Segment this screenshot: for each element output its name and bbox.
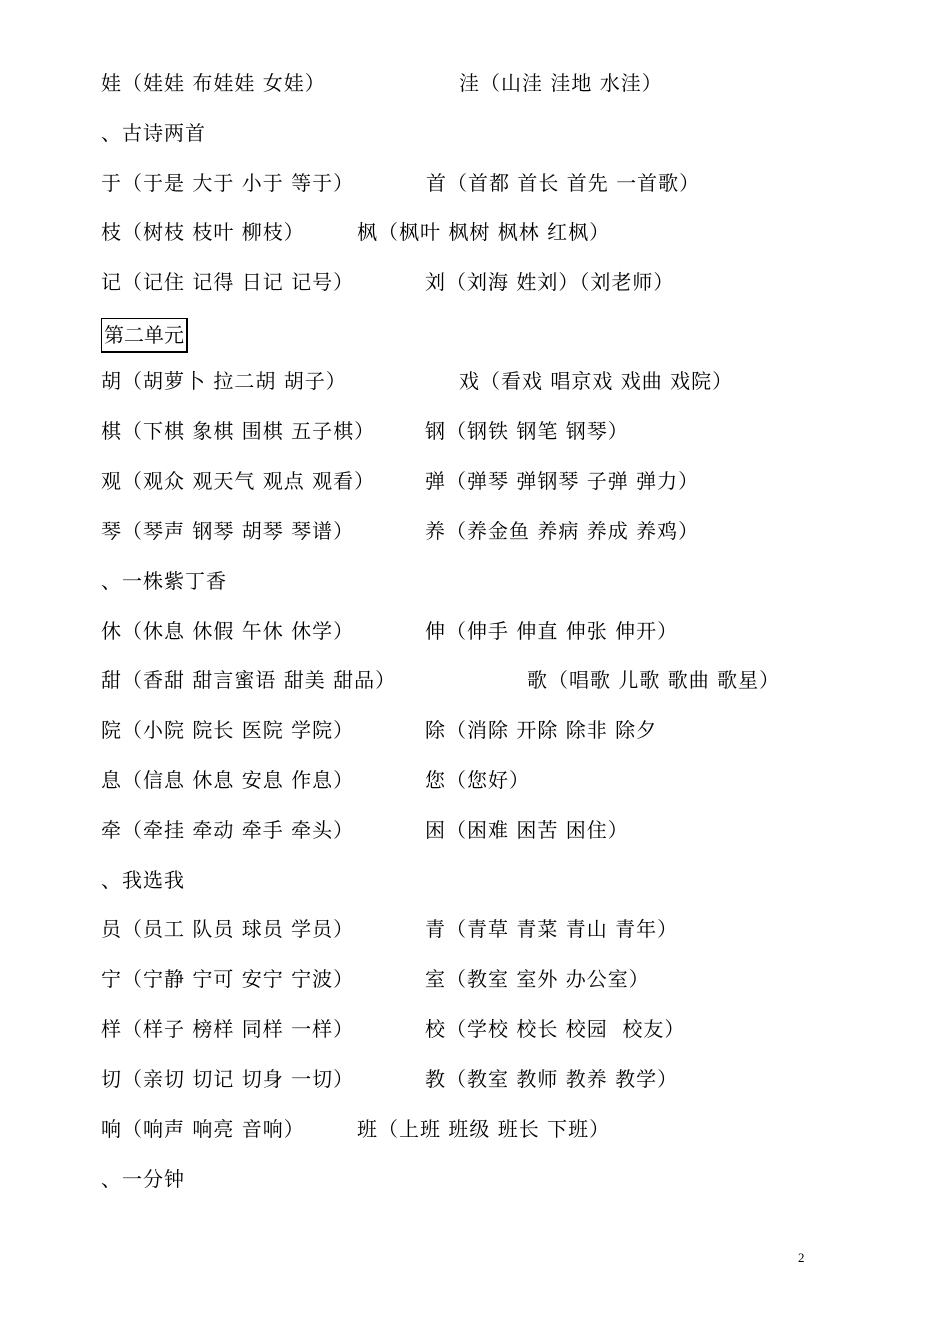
word-list-line bbox=[101, 964, 650, 994]
word-entry-right: 伸（伸手 伸直 伸张 伸开） bbox=[425, 619, 679, 643]
word-entry-right: 青（青草 青菜 青山 青年） bbox=[425, 917, 679, 941]
word-list-line bbox=[101, 466, 700, 496]
word-entry-left: 息（信息 休息 安息 作息） bbox=[101, 768, 355, 792]
word-list-line bbox=[101, 68, 663, 98]
word-entry-right: 室（教室 室外 办公室） bbox=[425, 967, 650, 991]
word-list-line bbox=[101, 914, 679, 944]
word-entry-right: 洼（山洼 洼地 水洼） bbox=[459, 71, 663, 95]
lesson-heading: 、古诗两首 bbox=[101, 121, 206, 145]
lesson-heading: 、我选我 bbox=[101, 868, 185, 892]
word-list-line bbox=[101, 416, 629, 446]
word-entry-left: 于（于是 大于 小于 等于） bbox=[101, 171, 355, 195]
word-list-line bbox=[101, 715, 658, 745]
word-entry-right: 钢（钢铁 钢笔 钢琴） bbox=[425, 419, 629, 443]
word-entry-right: 刘（刘海 姓刘）（刘老师） bbox=[425, 270, 675, 294]
word-list-line bbox=[101, 1064, 679, 1094]
word-entry-left: 切（亲切 切记 切身 一切） bbox=[101, 1067, 355, 1091]
word-entry-right: 歌（唱歌 儿歌 歌曲 歌星） bbox=[527, 668, 781, 692]
word-entry-left: 琴（琴声 钢琴 胡琴 琴谱） bbox=[101, 519, 355, 543]
page-number: 2 bbox=[798, 1250, 805, 1265]
word-entry-right: 您（您好） bbox=[425, 768, 530, 792]
word-entry-right: 戏（看戏 唱京戏 戏曲 戏院） bbox=[459, 369, 734, 393]
word-entry-right: 除（消除 开除 除非 除夕 bbox=[425, 718, 658, 742]
word-entry-left: 样（样子 榜样 同样 一样） bbox=[101, 1017, 355, 1041]
word-entry-left: 观（观众 观天气 观点 观看） bbox=[101, 469, 376, 493]
word-list-line bbox=[101, 616, 679, 646]
word-entry-left: 牵（牵挂 牵动 牵手 牵头） bbox=[101, 818, 355, 842]
word-entry-left: 胡（胡萝卜 拉二胡 胡子） bbox=[101, 369, 347, 393]
word-list-line bbox=[101, 665, 781, 695]
unit-heading: 第二单元 bbox=[101, 318, 188, 353]
word-list-line bbox=[101, 217, 611, 247]
word-entry-right: 养（养金鱼 养病 养成 养鸡） bbox=[425, 519, 700, 543]
word-entry-left: 棋（下棋 象棋 围棋 五子棋） bbox=[101, 419, 376, 443]
word-list-line bbox=[101, 168, 701, 198]
word-entry-left: 甜（香甜 甜言蜜语 甜美 甜品） bbox=[101, 668, 397, 692]
word-entry-left: 员（员工 队员 球员 学员） bbox=[101, 917, 355, 941]
lesson-heading: 、一分钟 bbox=[101, 1167, 185, 1191]
word-list-line bbox=[101, 815, 629, 845]
word-entry-left: 响（响声 响亮 音响） bbox=[101, 1117, 305, 1141]
word-entry-right: 弹（弹琴 弹钢琴 子弹 弹力） bbox=[425, 469, 700, 493]
word-entry-right: 班（上班 班级 班长 下班） bbox=[357, 1117, 611, 1141]
word-entry-left: 娃（娃娃 布娃娃 女娃） bbox=[101, 71, 326, 95]
word-entry-right: 教（教室 教师 教养 教学） bbox=[425, 1067, 679, 1091]
word-list-line bbox=[101, 765, 530, 795]
word-list-line bbox=[101, 1114, 611, 1144]
word-list-line bbox=[101, 516, 700, 546]
word-list-line bbox=[101, 1014, 686, 1044]
word-entry-left: 记（记住 记得 日记 记号） bbox=[101, 270, 355, 294]
word-entry-right: 枫（枫叶 枫树 枫林 红枫） bbox=[357, 220, 611, 244]
word-entry-right: 困（困难 困苦 困住） bbox=[425, 818, 629, 842]
word-list-line bbox=[101, 267, 675, 297]
word-entry-left: 院（小院 院长 医院 学院） bbox=[101, 718, 355, 742]
lesson-heading: 、一株紫丁香 bbox=[101, 569, 227, 593]
word-entry-right: 校（学校 校长 校园 校友） bbox=[425, 1017, 686, 1041]
word-entry-left: 枝（树枝 枝叶 柳枝） bbox=[101, 220, 305, 244]
word-entry-right: 首（首都 首长 首先 一首歌） bbox=[426, 171, 701, 195]
word-list-line bbox=[101, 366, 734, 396]
word-entry-left: 休（休息 休假 午休 休学） bbox=[101, 619, 355, 643]
word-entry-left: 宁（宁静 宁可 安宁 宁波） bbox=[101, 967, 355, 991]
